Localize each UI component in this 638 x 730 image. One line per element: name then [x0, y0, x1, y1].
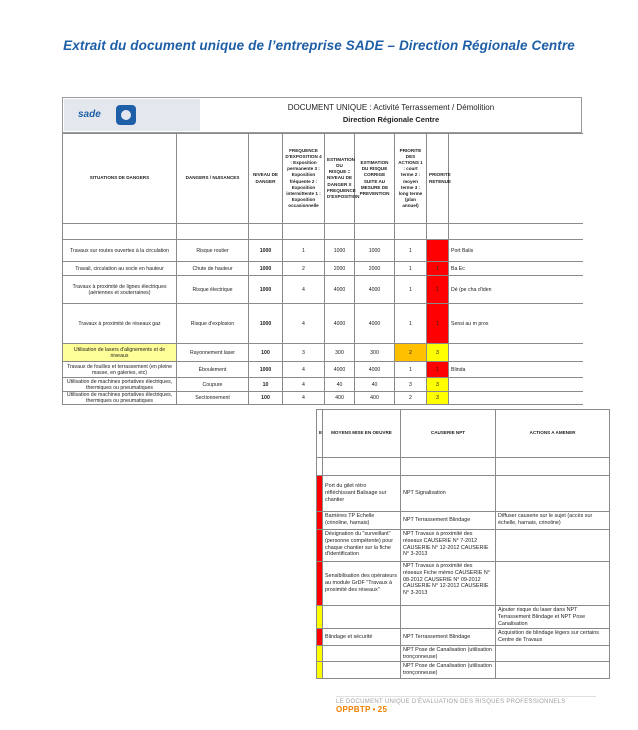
cell-danger: Risque électrique [177, 276, 249, 304]
cell-causerie: NPT Terrassement Blindage [401, 629, 496, 646]
sade-logo-icon [116, 105, 136, 125]
cell-estimation: 4000 [325, 276, 355, 304]
cell-situation: Utilisation de machines portatives électriques, thermiques ou pneumatiques [63, 378, 177, 392]
cell-priorite: 1 [395, 276, 427, 304]
table-row [317, 662, 610, 679]
table-row [317, 606, 610, 629]
cell-niveau: 100 [249, 392, 283, 405]
cell-priorite: 1 [395, 304, 427, 344]
document-header [62, 97, 582, 133]
cell-actions [496, 662, 610, 679]
cell-frequence: 4 [283, 304, 325, 344]
cell-retenue: 1 [427, 304, 449, 344]
col-header-frequence: FREQUENCE D'EXPOSITION 4 : Exposition permanente 3 : Exposition fréquente 2 : Exposition intermittente 1 : Exposition occasionnelle [283, 134, 325, 224]
table-row [317, 645, 610, 662]
cell-moyens: Blindage et sécurité [323, 629, 401, 646]
cell-estimation: 2000 [325, 262, 355, 276]
cell-priorite: 1 [395, 362, 427, 378]
cell-corrige: 40 [355, 378, 395, 392]
document-title: DOCUMENT UNIQUE : Activité Terrassement / Démolition [287, 103, 495, 112]
cell-frequence: 4 [283, 378, 325, 392]
cell-frequence: 4 [283, 392, 325, 405]
cell-corrige: 400 [355, 392, 395, 405]
table-row [317, 562, 610, 606]
cell-actions [496, 530, 610, 562]
risk-table-section [62, 97, 582, 402]
cell-note: Dé (pe cha d'iden [449, 276, 583, 304]
cell-estimation: 300 [325, 344, 355, 362]
cell-priorite: 2 [395, 344, 427, 362]
cell-corrige: 4000 [355, 362, 395, 378]
cell-retenue: 3 [427, 378, 449, 392]
col-header-actions: ACTIONS A AMENER [496, 410, 610, 458]
cell-danger: Risque routier [177, 240, 249, 262]
cell-frequence: 3 [283, 344, 325, 362]
document-subtitle: Direction Régionale Centre [342, 115, 440, 124]
cell-danger: Coupure [177, 378, 249, 392]
cell-niveau: 1000 [249, 304, 283, 344]
spacer-row [317, 458, 610, 476]
table-row [317, 530, 610, 562]
cell-situation: Utilisation de machines portatives électriques, thermiques ou pneumatiques [63, 392, 177, 405]
table-row [317, 476, 610, 512]
col-header-moyens: MOYENS MISE EN OEUVRE [323, 410, 401, 458]
cell-moyens [323, 662, 401, 679]
cell-priorite: 3 [395, 378, 427, 392]
page-footer [336, 699, 592, 714]
table-row [63, 344, 583, 362]
table-row [63, 276, 583, 304]
cell-niveau: 1000 [249, 240, 283, 262]
cell-corrige: 1000 [355, 240, 395, 262]
cell-retenue: 3 [427, 344, 449, 362]
sade-logo-text: sade [78, 109, 101, 120]
spacer-row [63, 224, 583, 240]
cell-corrige: 2000 [355, 262, 395, 276]
cell-moyens: Port du gilet rétro réfléchissant Balisage sur chantier [323, 476, 401, 512]
table-row [63, 262, 583, 276]
cell-estimation: 4000 [325, 362, 355, 378]
cell-corrige: 4000 [355, 304, 395, 344]
cell-causerie: NPT Pose de Canalisation (utilisation tronçonneuse) [401, 662, 496, 679]
actions-table [316, 409, 610, 679]
actions-table-section [316, 409, 609, 676]
cell-situation: Travaux à proximité de lignes électriques (aériennes et souterraines) [63, 276, 177, 304]
col-header-first: E [317, 410, 323, 458]
col-header-situations: SITUATIONS DE DANGERS [63, 134, 177, 224]
logo-area [64, 99, 200, 131]
cell-note [449, 344, 583, 362]
cell-moyens [323, 606, 401, 629]
cell-situation: Travaux à proximité de réseaux gaz [63, 304, 177, 344]
risk-assessment-table [62, 133, 583, 405]
cell-niveau: 100 [249, 344, 283, 362]
cell-causerie: NPT Travaux à proximité des réseaux Fiche mémo CAUSERIE N° 08-2012 CAUSERIE N° 09-2012 CAUSERIE N° 12-2012 CAUSERIE N° 3-2013 [401, 562, 496, 606]
col-header-niveau: NIVEAU DE DANGER [249, 134, 283, 224]
page-title: Extrait du document unique de l’entreprise SADE – Direction Régionale Centre [63, 38, 575, 53]
cell-moyens: Désignation du "surveillant" (personne compétente) pour chaque chantier sur la fiche d'identification [323, 530, 401, 562]
cell-note: Sensi au m prox [449, 304, 583, 344]
cell-note: Ba Ec [449, 262, 583, 276]
cell-causerie: NPT Terrassement Blindage [401, 512, 496, 530]
cell-estimation: 400 [325, 392, 355, 405]
cell-retenue [427, 240, 449, 262]
cell-causerie [401, 606, 496, 629]
table-row [317, 629, 610, 646]
cell-causerie: NPT Travaux à proximité des réseaux CAUSERIE N° 7-2012 CAUSERIE N° 12-2012 CAUSERIE N° 3-2013 [401, 530, 496, 562]
cell-situation: Utilisation de lasers d'alignements et de niveaux [63, 344, 177, 362]
cell-causerie: NPT Signalisation [401, 476, 496, 512]
cell-retenue: 1 [427, 262, 449, 276]
cell-note: Blinda [449, 362, 583, 378]
table-row [63, 304, 583, 344]
cell-corrige: 4000 [355, 276, 395, 304]
table-row [63, 240, 583, 262]
table-header-row [63, 134, 583, 224]
cell-retenue: 1 [427, 362, 449, 378]
footer-brand: OPPBTP [336, 705, 371, 714]
cell-situation: Travail, circulation au socle en hauteur [63, 262, 177, 276]
footer-divider [336, 696, 596, 697]
col-header-priorite-retenue: PRIORITE RETENUE [427, 134, 449, 224]
cell-niveau: 10 [249, 378, 283, 392]
cell-retenue: 3 [427, 392, 449, 405]
cell-priorite: 1 [395, 262, 427, 276]
table-header-row [317, 410, 610, 458]
table-row [317, 512, 610, 530]
table-row [63, 378, 583, 392]
cell-note [449, 378, 583, 392]
col-header-dangers: DANGERS / NUISANCES [177, 134, 249, 224]
cell-note [449, 392, 583, 405]
cell-priorite: 1 [395, 240, 427, 262]
col-header-estimation-corrige: ESTIMATION DU RISQUE CORRIGE SUITE AU MESURE DE PREVENTION [355, 134, 395, 224]
cell-danger: Chute de hauteur [177, 262, 249, 276]
cell-actions [496, 562, 610, 606]
cell-priorite: 2 [395, 392, 427, 405]
cell-actions: Ajouter risque du laser dans NPT Terrassement Blindage et NPT Pose Canalisation [496, 606, 610, 629]
page-number: 25 [377, 705, 388, 714]
cell-actions [496, 645, 610, 662]
cell-niveau: 1000 [249, 276, 283, 304]
cell-corrige: 300 [355, 344, 395, 362]
cell-niveau: 1000 [249, 362, 283, 378]
cell-estimation: 40 [325, 378, 355, 392]
cell-frequence: 2 [283, 262, 325, 276]
footer-text: LE DOCUMENT UNIQUE D'ÉVALUATION DES RISQUES PROFESSIONNELS [336, 699, 566, 705]
cell-danger: Sectionnement [177, 392, 249, 405]
col-header-causerie: CAUSERIE NPT [401, 410, 496, 458]
cell-actions: Diffuser causerie sur le sujet (accès sur échelle, harnais, crinoline) [496, 512, 610, 530]
cell-moyens: Barrières TP Echelle (crinoline, harnais) [323, 512, 401, 530]
cell-frequence: 4 [283, 362, 325, 378]
cell-moyens [323, 645, 401, 662]
cell-retenue: 1 [427, 276, 449, 304]
cell-estimation: 4000 [325, 304, 355, 344]
table-row [63, 392, 583, 405]
cell-situation: Travaux sur routes ouvertes à la circulation [63, 240, 177, 262]
cell-frequence: 1 [283, 240, 325, 262]
cell-danger: Risque d'explosion [177, 304, 249, 344]
col-header-overflow [449, 134, 583, 224]
cell-causerie: NPT Pose de Canalisation (utilisation tronçonneuse) [401, 645, 496, 662]
cell-danger: Éboulement [177, 362, 249, 378]
cell-frequence: 4 [283, 276, 325, 304]
table-row [63, 362, 583, 378]
cell-actions [496, 476, 610, 512]
cell-estimation: 1000 [325, 240, 355, 262]
footer-separator: • [372, 705, 376, 714]
cell-niveau: 1000 [249, 262, 283, 276]
cell-danger: Rayonnement laser [177, 344, 249, 362]
cell-moyens: Sensibilisation des opérateurs au module GrDF "Travaux à proximité des réseaux" [323, 562, 401, 606]
cell-actions: Acquisition de blindage légers sur certains Centre de Travaux [496, 629, 610, 646]
col-header-priorite-actions: PRIORITE DES ACTIONS 1 : court terme 2 : moyen terme 3 : long terme (plan annuel) [395, 134, 427, 224]
col-header-estimation: ESTIMATION DU RISQUE = NIVEAU DE DANGER X FREQUENCE D'EXPOSITION [325, 134, 355, 224]
cell-situation: Travaux de fouilles et terrassement (en pleine masse, en galeries, etc) [63, 362, 177, 378]
cell-note: Port Balis [449, 240, 583, 262]
